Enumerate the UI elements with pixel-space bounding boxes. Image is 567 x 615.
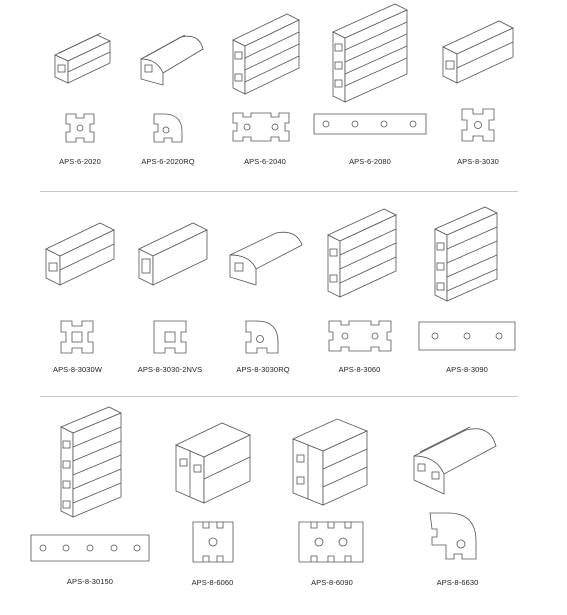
profile-item-aps-6-2040[interactable] [220,8,310,175]
profile-code-label: APS-8-3090 [446,365,488,374]
cross-section-icon [417,320,517,352]
profile-code-label: APS-6-2020 [59,157,101,166]
isometric-extrusion-icon [289,415,373,507]
cross-section-icon [190,519,236,565]
isometric-extrusion-icon [225,8,305,100]
profile-item-aps-6-2080[interactable] [310,2,430,175]
row-divider [40,396,518,397]
cross-section-icon [29,533,151,563]
profile-item-aps-8-3030rq[interactable] [218,215,308,377]
profile-code-label: APS-8-3030 [457,157,499,166]
isometric-extrusion-icon [40,215,118,287]
isometric-extrusion-icon [172,415,254,507]
cross-section-icon [326,318,394,354]
cross-section-icon [312,112,428,136]
cross-section-icon [57,317,97,357]
cross-section-icon [150,317,190,357]
profile-item-aps-8-3090[interactable] [415,205,519,377]
profile-code-label: APS-8-3060 [338,365,381,374]
isometric-extrusion-icon [322,205,402,300]
profile-item-aps-8-6060[interactable] [165,415,260,590]
profile-code-label: APS-8-3030-2NVS [137,365,203,374]
profile-item-aps-8-6090[interactable] [282,415,382,590]
profile-code-label: APS-8-6630 [436,578,479,587]
profile-code-label: APS-8-3030W [52,365,103,374]
profile-item-aps-8-3030[interactable] [432,15,524,175]
profile-item-aps-8-3030w[interactable] [35,215,120,377]
isometric-extrusion-icon [226,215,306,287]
profile-code-label: APS-6-2020RQ [141,157,195,166]
isometric-extrusion-icon [437,15,519,85]
profile-item-aps-8-3030-2nvs[interactable] [125,215,215,377]
profile-item-aps-8-30150[interactable] [25,405,155,590]
cross-section-icon [150,110,186,146]
profile-code-label: APS-8-30150 [66,577,114,586]
row-divider [40,191,518,192]
cross-section-icon [427,510,479,562]
cross-section-icon [458,105,498,145]
cross-section-icon [62,110,98,146]
isometric-extrusion-icon [429,205,505,305]
profile-item-aps-8-6630[interactable] [405,410,510,590]
profile-code-label: APS-8-6060 [191,578,234,587]
isometric-extrusion-icon [55,405,127,520]
cross-section-icon [296,519,366,565]
profile-code-label: APS-6-2040 [244,157,286,166]
cross-section-icon [242,317,282,357]
profile-item-aps-8-3060[interactable] [312,205,407,377]
isometric-extrusion-icon [325,2,415,104]
profile-item-aps-6-2020[interactable] [40,25,120,175]
profile-code-label: APS-6-2080 [349,157,391,166]
isometric-extrusion-icon [410,410,500,502]
profile-code-label: APS-8-6090 [311,578,353,587]
isometric-extrusion-icon [133,25,208,85]
cross-section-icon [230,110,292,144]
isometric-extrusion-icon [45,25,115,85]
profile-item-aps-6-2020rq[interactable] [128,25,208,175]
isometric-extrusion-icon [133,215,211,287]
profile-code-label: APS-8-3030RQ [236,365,290,374]
